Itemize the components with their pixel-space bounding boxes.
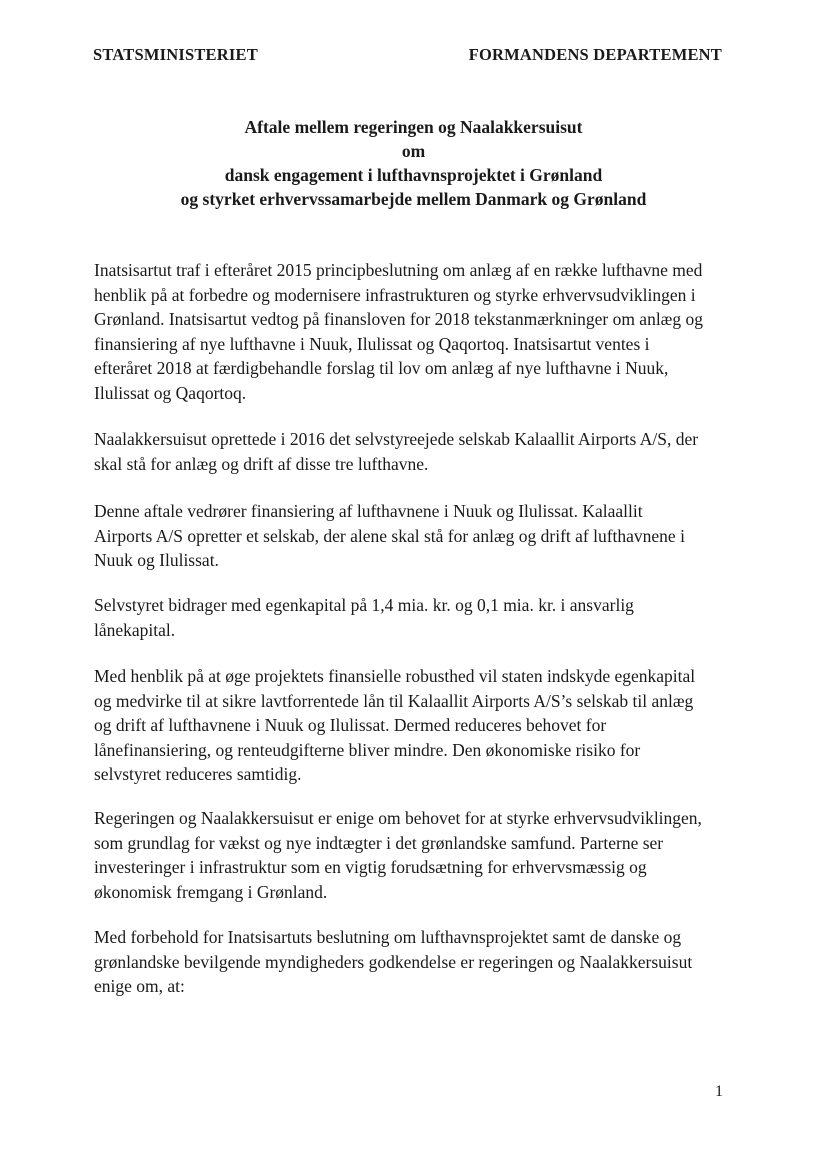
text-line: Ilulissat og Qaqortoq. — [94, 382, 247, 403]
text-line: og medvirke til at sikre lavtforrentede lån til Kalaallit Airports A/S’s selskab til anlæg — [94, 690, 694, 711]
text-line: Airports A/S opretter et selskab, der alene skal stå for anlæg og drift af lufthavnene i — [94, 525, 685, 546]
text-line: Nuuk og Ilulissat. — [94, 550, 219, 571]
paragraph-airports-company — [94, 427, 734, 476]
paragraph-business-development — [94, 806, 734, 904]
text-line: som grundlag for vækst og nye indtægter i det grønlandske samfund. Parterne ser — [94, 832, 664, 853]
text-line: Selvstyret bidrager med egenkapital på 1,4 mia. kr. og 0,1 mia. kr. i ansvarlig — [94, 595, 634, 615]
text-line: skal stå for anlæg og drift af disse tre lufthavne. — [94, 453, 429, 474]
text-line: grønlandske bevilgende myndigheders godkendelse er regeringen og Naalakkersuisut — [94, 951, 693, 972]
text-line: investeringer i infrastruktur som en vigtig forudsætning for erhvervsmæssig og — [94, 857, 647, 878]
title-line: Aftale mellem regeringen og Naalakkersuisut — [244, 117, 583, 137]
text-line: selvstyret reduceres samtidig. — [94, 764, 302, 785]
text-line: Naalakkersuisut oprettede i 2016 det selvstyreejede selskab Kalaallit Airports A/S, der — [94, 429, 699, 449]
text-line: lånefinansiering, og renteudgifterne bliver mindre. Den økonomiske risiko for — [94, 739, 641, 760]
department-header: FORMANDENS DEPARTEMENT — [468, 45, 722, 64]
paragraph-principle-decision — [94, 258, 734, 406]
text-line: enige om, at: — [94, 976, 185, 997]
text-line: Grønland. Inatsisartut vedtog på finansloven for 2018 tekstanmærkninger om anlæg og — [94, 309, 703, 330]
text-line: Regeringen og Naalakkersuisut er enige om behovet for at styrke erhvervsudviklingen, — [94, 808, 702, 828]
text-line: Denne aftale vedrører finansiering af lufthavnene i Nuuk og Ilulissat. Kalaallit — [94, 501, 643, 521]
text-line: Med forbehold for Inatsisartuts beslutning om lufthavnsprojektet samt de danske og — [94, 927, 682, 947]
text-line: Med henblik på at øge projektets finansielle robusthed vil staten indskyde egenkapital — [94, 666, 696, 686]
text-line: og drift af lufthavnene i Nuuk og Ilulissat. Dermed reduceres behovet for — [94, 715, 607, 736]
title-line: om — [401, 141, 426, 161]
text-line: Inatsisartut traf i efteråret 2015 principbeslutning om anlæg af en række lufthavne med — [94, 260, 703, 280]
paragraph-financing-scope — [94, 499, 734, 573]
page-number: 1 — [715, 1083, 723, 1100]
ministry-header: STATSMINISTERIET — [93, 45, 258, 64]
paragraph-state-equity — [94, 664, 734, 787]
text-line: henblik på at forbedre og modernisere infrastrukturen og styrke erhvervsudviklingen i — [94, 284, 696, 305]
text-line: lånekapital. — [94, 619, 176, 640]
paragraph-agreement-conditions — [94, 925, 734, 999]
text-line: finansiering af nye lufthavne i Nuuk, Ilulissat og Qaqortoq. Inatsisartut ventes i — [94, 333, 650, 354]
text-line: efteråret 2018 at færdigbehandle forslag til lov om anlæg af nye lufthavne i Nuuk, — [94, 358, 669, 379]
title-line: og styrket erhvervssamarbejde mellem Danmark og Grønland — [180, 189, 647, 209]
document-title — [0, 115, 827, 211]
title-line: dansk engagement i lufthavnsprojektet i Grønland — [224, 165, 603, 185]
paragraph-self-government-contribution — [94, 593, 734, 642]
text-line: økonomisk fremgang i Grønland. — [94, 881, 328, 902]
